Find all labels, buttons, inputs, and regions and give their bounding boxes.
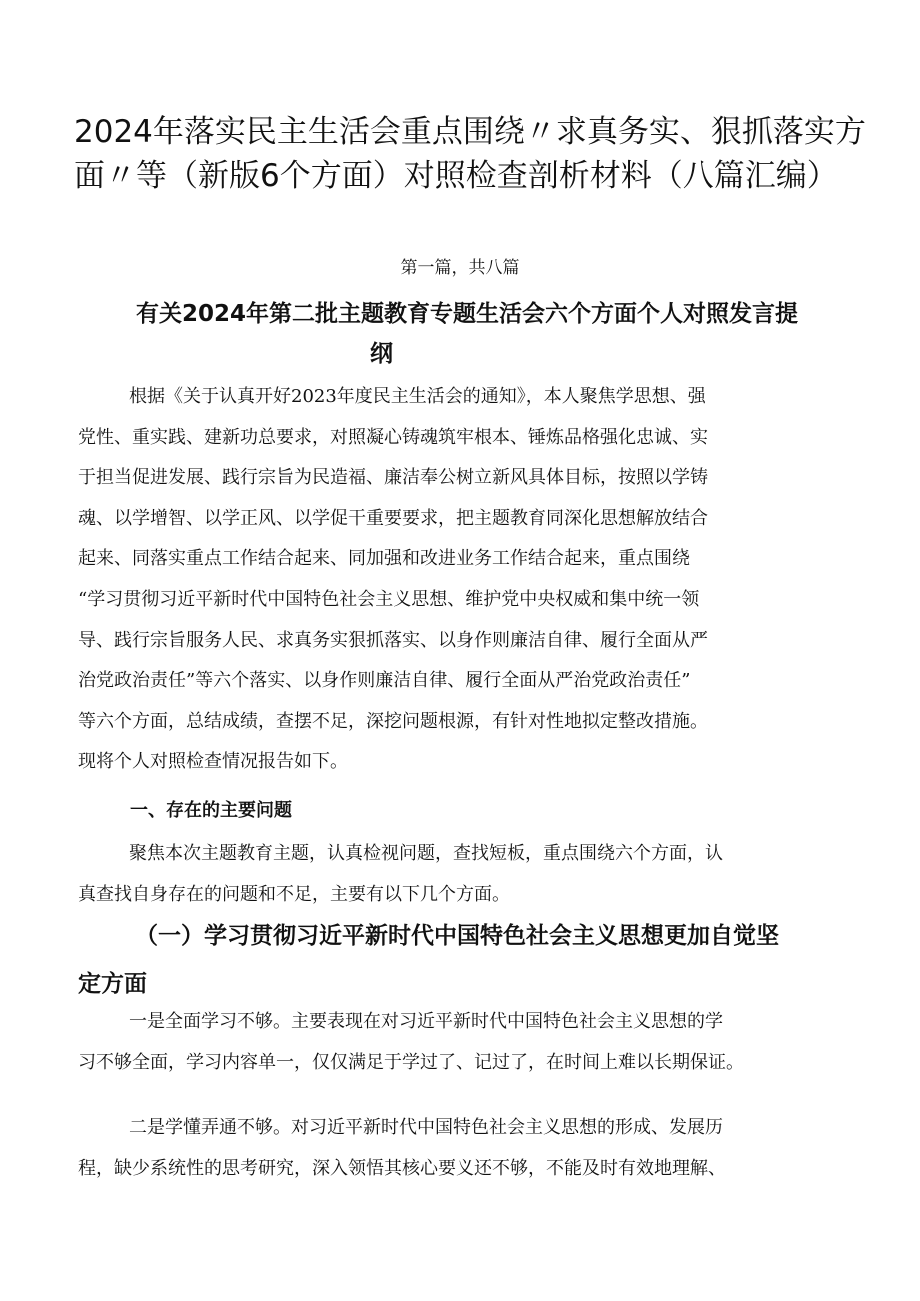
paragraph-line: 一是全面学习不够。主要表现在对习近平新时代中国特色社会主义思想的学 xyxy=(129,1011,723,1032)
point-one-paragraph xyxy=(78,1002,744,1083)
paragraph-line: 真查找自身存在的问题和不足，主要有以下几个方面。 xyxy=(78,883,510,905)
paragraph-line: 程，缺少系统性的思考研究，深入领悟其核心要义还不够，不能及时有效地理解、 xyxy=(78,1157,726,1179)
subtitle-line: 有关2024年第二批主题教育专题生活会六个方面个人对照发言提 xyxy=(136,301,799,327)
heading-section-one xyxy=(78,912,779,1008)
subtitle xyxy=(136,294,798,374)
subtitle-line: 纲 xyxy=(370,341,393,367)
document-title xyxy=(74,110,866,198)
section-label: 第一篇，共八篇 xyxy=(400,258,520,278)
paragraph-line: 二是学懂弄通不够。对习近平新时代中国特色社会主义思想的形成、发展历 xyxy=(129,1117,723,1138)
heading-main-problems: 一、存在的主要问题 xyxy=(130,800,292,821)
paragraph-line: “学习贯彻习近平新时代中国特色社会主义思想、维护党中央权威和集中统一领 xyxy=(78,588,700,610)
paragraph-line: 聚焦本次主题教育主题，认真检视问题，查找短板，重点围绕六个方面，认 xyxy=(129,843,723,864)
paragraph-line: 现将个人对照检查情况报告如下。 xyxy=(78,751,348,773)
paragraph-line: 魂、以学增智、以学正风、以学促干重要要求，把主题教育同深化思想解放结合 xyxy=(78,507,708,529)
document-title-line: 2024年落实民主生活会重点围绕〃求真务实、狠抓落实方 xyxy=(74,114,866,150)
heading-line: （一）学习贯彻习近平新时代中国特色社会主义思想更加自觉坚 xyxy=(135,923,779,949)
document-title-line: 面〃等（新版6个方面）对照检查剖析材料（八篇汇编） xyxy=(74,158,838,194)
paragraph-line: 等六个方面，总结成绩，查摆不足，深挖问题根源，有针对性地拟定整改措施。 xyxy=(78,710,708,732)
intro-paragraph xyxy=(78,377,708,783)
paragraph-line: 根据《关于认真开好2023年度民主生活会的通知》，本人聚焦学思想、强 xyxy=(129,386,706,407)
focus-paragraph xyxy=(78,834,723,915)
point-two-paragraph xyxy=(78,1108,726,1189)
paragraph-line: 治党政治责任”等六个落实、以身作则廉洁自律、履行全面从严治党政治责任” xyxy=(78,670,691,692)
paragraph-line: 习不够全面，学习内容单一，仅仅满足于学过了、记过了，在时间上难以长期保证。 xyxy=(78,1051,744,1073)
paragraph-line: 导、践行宗旨服务人民、求真务实狠抓落实、以身作则廉洁自律、履行全面从严 xyxy=(78,629,708,651)
paragraph-line: 于担当促进发展、践行宗旨为民造福、廉洁奉公树立新风具体目标，按照以学铸 xyxy=(78,467,708,489)
heading-line: 定方面 xyxy=(78,971,147,997)
paragraph-line: 起来、同落实重点工作结合起来、同加强和改进业务工作结合起来，重点围绕 xyxy=(78,548,690,570)
paragraph-line: 党性、重实践、建新功总要求，对照凝心铸魂筑牢根本、锤炼品格强化忠诚、实 xyxy=(78,426,708,448)
